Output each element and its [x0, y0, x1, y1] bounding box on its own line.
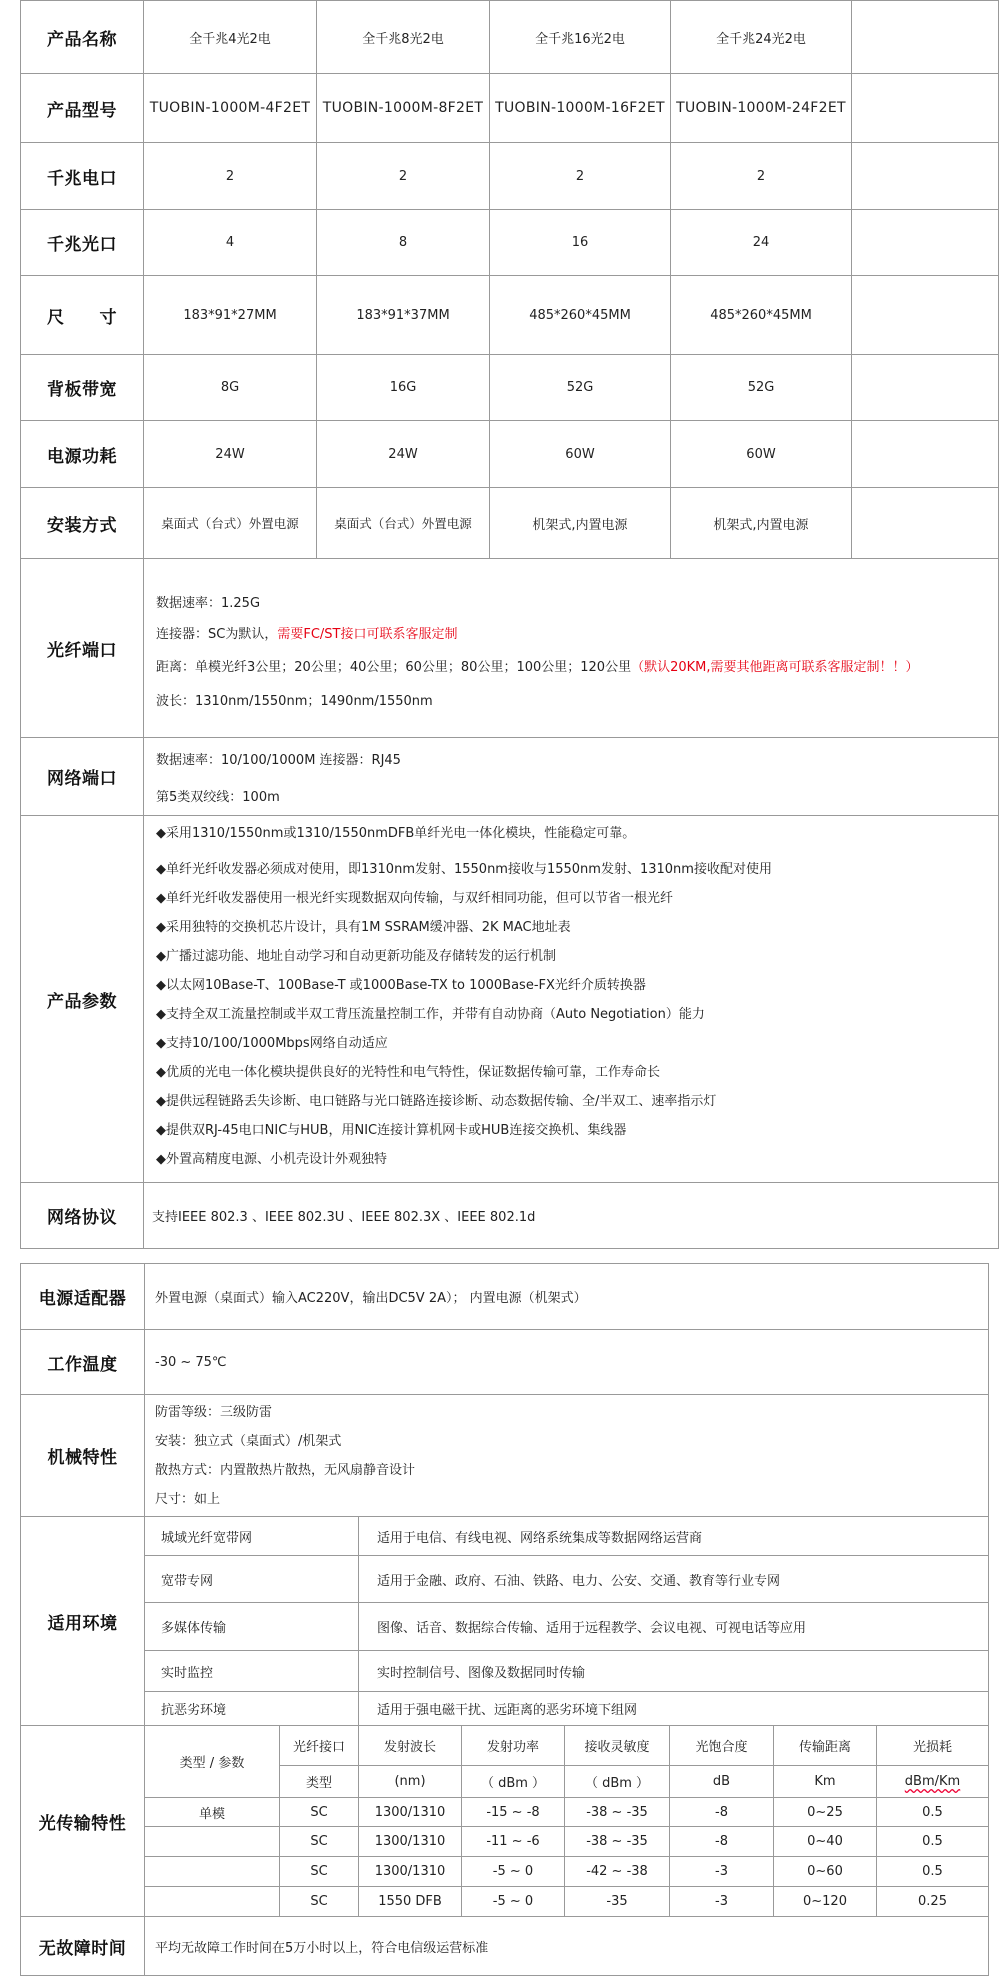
optical-label: 光传输特性	[21, 1726, 145, 1917]
work-temp-value: -30 ~ 75℃	[145, 1330, 989, 1395]
row-label: 背板带宽	[21, 355, 144, 421]
environment-label: 适用环境	[21, 1517, 145, 1726]
spec-cell: 52G	[671, 355, 852, 421]
mtbf-value: 平均无故障工作时间在5万小时以上，符合电信级运营标准	[145, 1917, 989, 1976]
optical-cell: -8	[670, 1827, 774, 1857]
spec-cell: 4	[144, 210, 317, 276]
optical-mode: 单模	[145, 1798, 280, 1827]
product-params-label: 产品参数	[21, 816, 144, 1183]
spec-cell	[852, 276, 999, 355]
param-item: ◆单纤光纤收发器使用一根光纤实现数据双向传输，与双纤相同功能，但可以节省一根光纤	[156, 891, 673, 906]
spec-cell: 485*260*45MM	[671, 276, 852, 355]
spec-cell	[852, 143, 999, 210]
optical-unit: dB	[670, 1766, 774, 1798]
spec-table-bottom	[20, 1263, 989, 1976]
network-line: 数据速率：10/100/1000M 连接器：RJ45	[156, 752, 401, 768]
optical-cell: -38 ~ -35	[565, 1798, 670, 1827]
spec-cell: 16	[490, 210, 671, 276]
optical-header: 接收灵敏度	[565, 1726, 670, 1766]
mech-line: 散热方式：内置散热片散热，无风扇静音设计	[155, 1462, 416, 1478]
fiber-connector-text: 连接器：SC为默认，	[156, 626, 278, 642]
param-item: ◆优质的光电一体化模块提供良好的光特性和电气特性，保证数据传输可靠，工作寿命长	[156, 1065, 660, 1080]
spec-cell: 183*91*27MM	[144, 276, 317, 355]
optical-unit: Km	[774, 1766, 877, 1798]
param-item: ◆提供远程链路丢失诊断、电口链路与光口链路连接诊断、动态数据传输、全/半双工、速率指示灯	[156, 1094, 717, 1109]
network-protocol-value: 支持IEEE 802.3 、IEEE 802.3U 、IEEE 802.3X 、IEEE 802.1d	[144, 1183, 999, 1249]
optical-cell: 0.5	[877, 1798, 989, 1827]
param-item: ◆单纤光纤收发器必须成对使用，即1310nm发射、1550nm接收与1550nm发射、1310nm接收配对使用	[156, 862, 772, 877]
spec-cell: TUOBIN-1000M-4F2ET	[144, 74, 317, 143]
mechanical-label: 机械特性	[21, 1395, 145, 1517]
optical-cell: -42 ~ -38	[565, 1857, 670, 1887]
env-key: 宽带专网	[145, 1556, 359, 1603]
optical-cell: 1300/1310	[359, 1857, 462, 1887]
optical-cell: -8	[670, 1798, 774, 1827]
spec-cell: 2	[490, 143, 671, 210]
optical-cell: -5 ~ 0	[462, 1857, 565, 1887]
network-port-detail	[144, 738, 999, 816]
spec-cell	[852, 355, 999, 421]
spec-cell	[852, 1, 999, 74]
optical-mode-empty	[145, 1887, 280, 1917]
spec-cell: 全千兆16光2电	[490, 1, 671, 74]
optical-cell: 0.5	[877, 1827, 989, 1857]
spec-cell: 全千兆4光2电	[144, 1, 317, 74]
param-item: ◆以太网10Base-T、100Base-T 或1000Base-TX to 1000Base-FX光纤介质转换器	[156, 978, 646, 993]
optical-cell: 0~40	[774, 1827, 877, 1857]
optical-header: 传输距离	[774, 1726, 877, 1766]
optical-header: 光纤接口	[280, 1726, 359, 1766]
spec-cell: 全千兆24光2电	[671, 1, 852, 74]
fiber-rate: 数据速率：1.25G	[156, 595, 261, 611]
env-value: 图像、话音、数据综合传输、适用于远程教学、会议电视、可视电话等应用	[359, 1603, 989, 1651]
optical-unit: 类型	[280, 1766, 359, 1798]
spec-cell: 8G	[144, 355, 317, 421]
optical-cell: 0~120	[774, 1887, 877, 1917]
power-adapter-value: 外置电源（桌面式）输入AC220V，输出DC5V 2A）； 内置电源（机架式）	[145, 1264, 989, 1330]
fiber-distance-text: 距离：单模光纤3公里；20公里；40公里；60公里；80公里；100公里；120公里	[156, 659, 632, 675]
optical-cell: SC	[280, 1887, 359, 1917]
optical-cell: 0~60	[774, 1857, 877, 1887]
param-item: ◆采用独特的交换机芯片设计，具有1M SSRAM缓冲器、2K MAC地址表	[156, 920, 571, 935]
row-label: 电源功耗	[21, 421, 144, 488]
fiber-port-detail	[144, 559, 999, 738]
env-key: 实时监控	[145, 1651, 359, 1692]
optical-unit: (nm)	[359, 1766, 462, 1798]
spec-cell: 24	[671, 210, 852, 276]
fiber-connector	[156, 623, 998, 642]
network-line: 第5类双绞线：100m	[156, 789, 280, 805]
param-item: ◆广播过滤功能、地址自动学习和自动更新功能及存储转发的运行机制	[156, 949, 556, 964]
optical-cell: 1550 DFB	[359, 1887, 462, 1917]
spec-cell: 全千兆8光2电	[317, 1, 490, 74]
mech-line: 尺寸：如上	[155, 1491, 221, 1507]
spec-cell: 2	[144, 143, 317, 210]
env-value: 适用于电信、有线电视、网络系统集成等数据网络运营商	[359, 1517, 989, 1556]
env-value: 实时控制信号、图像及数据同时传输	[359, 1651, 989, 1692]
spec-cell	[852, 488, 999, 559]
mechanical-detail	[145, 1395, 989, 1517]
optical-cell: SC	[280, 1827, 359, 1857]
product-params-list	[144, 816, 999, 1183]
env-key: 抗恶劣环境	[145, 1692, 359, 1726]
row-label: 产品名称	[21, 1, 144, 74]
network-protocol-label: 网络协议	[21, 1183, 144, 1249]
row-label: 尺 寸	[21, 276, 144, 355]
mech-line: 安装：独立式（桌面式）/机架式	[155, 1433, 342, 1449]
optical-cell: 0.5	[877, 1857, 989, 1887]
work-temp-label: 工作温度	[21, 1330, 145, 1395]
power-adapter-label: 电源适配器	[21, 1264, 145, 1330]
param-item: ◆支持10/100/1000Mbps网络自动适应	[156, 1036, 388, 1051]
spec-cell: 16G	[317, 355, 490, 421]
optical-cell: -35	[565, 1887, 670, 1917]
network-port-label: 网络端口	[21, 738, 144, 816]
spec-cell: TUOBIN-1000M-16F2ET	[490, 74, 671, 143]
fiber-wavelength: 波长：1310nm/1550nm；1490nm/1550nm	[156, 693, 433, 709]
optical-cell: 0~25	[774, 1798, 877, 1827]
spec-cell: 机架式,内置电源	[671, 488, 852, 559]
spec-table-top	[20, 0, 999, 1249]
optical-mode-empty	[145, 1827, 280, 1857]
param-item: ◆外置高精度电源、小机壳设计外观独特	[156, 1152, 387, 1167]
optical-cell: -11 ~ -6	[462, 1827, 565, 1857]
spec-cell: 183*91*37MM	[317, 276, 490, 355]
spec-cell	[852, 74, 999, 143]
spec-cell: 桌面式（台式）外置电源	[317, 488, 490, 559]
spec-cell: 桌面式（台式）外置电源	[144, 488, 317, 559]
spec-cell	[852, 210, 999, 276]
param-item: ◆支持全双工流量控制或半双工背压流量控制工作，并带有自动协商（Auto Negotiation）能力	[156, 1007, 705, 1022]
optical-header: 发射功率	[462, 1726, 565, 1766]
optical-unit: （ dBm ）	[462, 1766, 565, 1798]
optical-cell: -3	[670, 1887, 774, 1917]
param-item: ◆提供双RJ-45电口NIC与HUB，用NIC连接计算机网卡或HUB连接交换机、集线器	[156, 1123, 627, 1138]
env-key: 城域光纤宽带网	[145, 1517, 359, 1556]
spec-cell: 485*260*45MM	[490, 276, 671, 355]
spec-cell: 2	[671, 143, 852, 210]
optical-cell: 1300/1310	[359, 1798, 462, 1827]
optical-cell: 0.25	[877, 1887, 989, 1917]
spec-cell: 机架式,内置电源	[490, 488, 671, 559]
type-param-header: 类型 / 参数	[145, 1726, 280, 1798]
spec-cell: 2	[317, 143, 490, 210]
spec-cell: TUOBIN-1000M-24F2ET	[671, 74, 852, 143]
row-label: 千兆光口	[21, 210, 144, 276]
fiber-port-label: 光纤端口	[21, 559, 144, 738]
spec-cell: 8	[317, 210, 490, 276]
row-label: 产品型号	[21, 74, 144, 143]
optical-mode-empty	[145, 1857, 280, 1887]
row-label: 安装方式	[21, 488, 144, 559]
env-value: 适用于金融、政府、石油、铁路、电力、公安、交通、教育等行业专网	[359, 1556, 989, 1603]
spec-cell: 24W	[144, 421, 317, 488]
optical-cell: SC	[280, 1798, 359, 1827]
fiber-distance	[156, 654, 998, 682]
spec-cell: 60W	[490, 421, 671, 488]
fiber-connector-note: 需要FC/ST接口可联系客服定制	[277, 626, 458, 642]
spec-cell: 52G	[490, 355, 671, 421]
optical-cell: -3	[670, 1857, 774, 1887]
optical-cell: -38 ~ -35	[565, 1827, 670, 1857]
param-item: ◆采用1310/1550nm或1310/1550nmDFB单纤光电一体化模块，性能稳定可靠。	[156, 826, 636, 841]
env-value: 适用于强电磁干扰、远距离的恶劣环境下组网	[359, 1692, 989, 1726]
optical-cell: 1300/1310	[359, 1827, 462, 1857]
optical-header: 光饱合度	[670, 1726, 774, 1766]
spec-cell: 60W	[671, 421, 852, 488]
mech-line: 防雷等级：三级防雷	[155, 1404, 273, 1420]
optical-header: 光损耗	[877, 1726, 989, 1766]
optical-cell: SC	[280, 1857, 359, 1887]
optical-header: 发射波长	[359, 1726, 462, 1766]
mtbf-label: 无故障时间	[21, 1917, 145, 1976]
env-key: 多媒体传输	[145, 1603, 359, 1651]
optical-unit: （ dBm ）	[565, 1766, 670, 1798]
optical-cell: -15 ~ -8	[462, 1798, 565, 1827]
spec-cell: 24W	[317, 421, 490, 488]
fiber-distance-note: （默认20KM,需要其他距离可联系客服定制！！）	[631, 659, 919, 675]
spec-cell: TUOBIN-1000M-8F2ET	[317, 74, 490, 143]
row-label: 千兆电口	[21, 143, 144, 210]
spec-cell	[852, 421, 999, 488]
optical-unit: dBm/Km	[877, 1766, 989, 1798]
optical-cell: -5 ~ 0	[462, 1887, 565, 1917]
